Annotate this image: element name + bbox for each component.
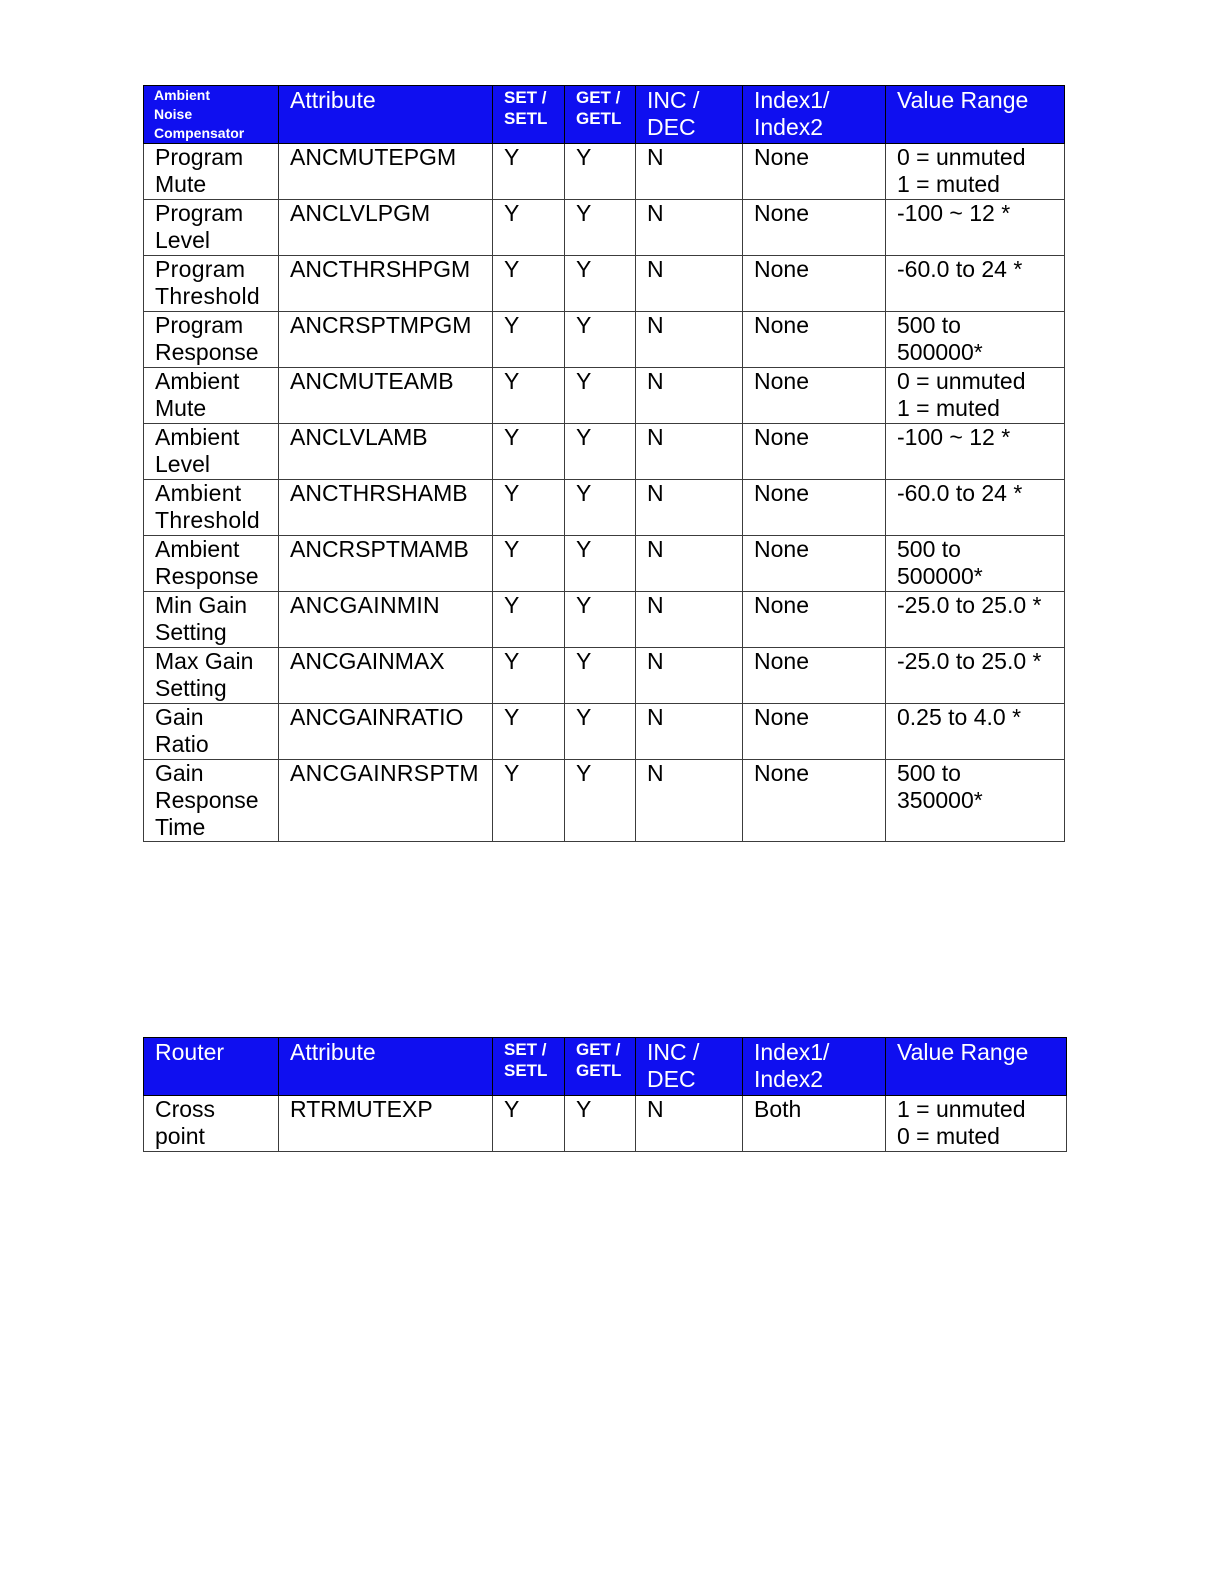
cell-line: Program (155, 312, 244, 338)
cell-set: Y (493, 200, 565, 256)
cell-get: Y (565, 200, 636, 256)
anc-header-row (144, 86, 1065, 144)
cell-line: 500 to (897, 536, 961, 562)
cell-line: Program (155, 144, 244, 170)
cell-index: Both (743, 1096, 886, 1152)
header-ambient-noise-compensator (144, 86, 279, 144)
cell-get: Y (565, 312, 636, 368)
cell-get: Y (565, 648, 636, 704)
cell-line: Program (155, 200, 244, 226)
header-line: Index2 (754, 114, 824, 140)
cell-incdec: N (636, 1096, 743, 1152)
cell-set: Y (493, 424, 565, 480)
cell-range (886, 480, 1065, 536)
cell-line: Response (155, 787, 259, 813)
cell-get: Y (565, 144, 636, 200)
header-line: Compensator (154, 125, 245, 141)
cell-name (144, 536, 279, 592)
cell-line: -25.0 to 25.0 * (897, 648, 1042, 674)
cell-name (144, 1096, 279, 1152)
cell-incdec: N (636, 648, 743, 704)
cell-line: 500 to (897, 312, 961, 338)
cell-line: Cross (155, 1096, 216, 1122)
cell-incdec: N (636, 480, 743, 536)
cell-line: Response (155, 339, 259, 365)
cell-line: Ratio (155, 731, 209, 757)
cell-set: Y (493, 648, 565, 704)
cell-set: Y (493, 480, 565, 536)
cell-line: 350000* (897, 787, 983, 813)
cell-set: Y (493, 760, 565, 842)
header-line: GET / (576, 1040, 621, 1059)
cell-index: None (743, 760, 886, 842)
cell-incdec: N (636, 144, 743, 200)
header-set-setl (493, 86, 565, 144)
cell-attribute: ANCGAINMIN (279, 592, 493, 648)
cell-name (144, 256, 279, 312)
header-attribute: Attribute (279, 1038, 493, 1096)
cell-index: None (743, 536, 886, 592)
cell-index: None (743, 368, 886, 424)
cell-get: Y (565, 536, 636, 592)
table-row (144, 200, 1065, 256)
cell-index: None (743, 256, 886, 312)
header-line: INC / (647, 87, 700, 113)
cell-range (886, 592, 1065, 648)
cell-line: 0.25 to 4.0 * (897, 704, 1022, 730)
cell-line: 1 = muted (897, 171, 1000, 197)
table-row (144, 536, 1065, 592)
cell-name (144, 144, 279, 200)
cell-line: Gain (155, 704, 204, 730)
cell-line: -60.0 to 24 * (897, 256, 1023, 282)
cell-set: Y (493, 536, 565, 592)
cell-index: None (743, 144, 886, 200)
cell-name (144, 312, 279, 368)
cell-attribute: ANCRSPTMPGM (279, 312, 493, 368)
cell-range (886, 200, 1065, 256)
cell-incdec: N (636, 424, 743, 480)
cell-range (886, 256, 1065, 312)
header-index (743, 86, 886, 144)
cell-line: Max Gain (155, 648, 254, 674)
header-line: GET / (576, 88, 621, 107)
cell-range (886, 648, 1065, 704)
header-line: SETL (504, 109, 548, 128)
cell-line: Setting (155, 675, 227, 701)
cell-incdec: N (636, 312, 743, 368)
cell-index: None (743, 592, 886, 648)
cell-line: Ambient (155, 368, 240, 394)
cell-index: None (743, 480, 886, 536)
table-row (144, 144, 1065, 200)
cell-attribute: ANCGAINMAX (279, 648, 493, 704)
table-row (144, 648, 1065, 704)
cell-attribute: ANCGAINRSPTM (279, 760, 493, 842)
cell-incdec: N (636, 704, 743, 760)
header-line: Index1/ (754, 87, 830, 113)
cell-line: -100 ~ 12 * (897, 424, 1011, 450)
cell-range (886, 536, 1065, 592)
header-value-range: Value Range (886, 1038, 1067, 1096)
cell-set: Y (493, 1096, 565, 1152)
header-attribute: Attribute (279, 86, 493, 144)
cell-line: point (155, 1123, 205, 1149)
cell-set: Y (493, 144, 565, 200)
cell-index: None (743, 312, 886, 368)
cell-attribute: ANCLVLAMB (279, 424, 493, 480)
header-line: SETL (504, 1061, 548, 1080)
header-line: GETL (576, 1061, 622, 1080)
cell-attribute: ANCMUTEPGM (279, 144, 493, 200)
cell-range (886, 424, 1065, 480)
cell-line: Time (155, 814, 206, 840)
table-row (144, 760, 1065, 842)
cell-get: Y (565, 592, 636, 648)
cell-line: Mute (155, 395, 207, 421)
table-row (144, 480, 1065, 536)
cell-incdec: N (636, 760, 743, 842)
header-set-setl (493, 1038, 565, 1096)
cell-set: Y (493, 592, 565, 648)
header-line: DEC (647, 114, 696, 140)
cell-attribute: ANCLVLPGM (279, 200, 493, 256)
cell-get: Y (565, 704, 636, 760)
table-row (144, 424, 1065, 480)
header-line: SET / (504, 88, 547, 107)
header-router: Router (144, 1038, 279, 1096)
cell-line: Setting (155, 619, 227, 645)
cell-name (144, 704, 279, 760)
router-header-row (144, 1038, 1067, 1096)
header-line: INC / (647, 1039, 700, 1065)
cell-attribute: ANCGAINRATIO (279, 704, 493, 760)
cell-line: Program (155, 256, 246, 282)
cell-range (886, 1096, 1067, 1152)
cell-line: 1 = muted (897, 395, 1000, 421)
cell-name (144, 424, 279, 480)
header-line: Ambient (154, 87, 210, 103)
cell-index: None (743, 200, 886, 256)
cell-line: -25.0 to 25.0 * (897, 592, 1042, 618)
cell-set: Y (493, 312, 565, 368)
cell-name (144, 368, 279, 424)
cell-line: Mute (155, 171, 207, 197)
cell-line: Response (155, 563, 259, 589)
cell-get: Y (565, 256, 636, 312)
cell-attribute: ANCTHRSHPGM (279, 256, 493, 312)
cell-range (886, 704, 1065, 760)
table-row (144, 312, 1065, 368)
cell-incdec: N (636, 536, 743, 592)
cell-range (886, 144, 1065, 200)
cell-line: -60.0 to 24 * (897, 480, 1023, 506)
cell-line: Min Gain (155, 592, 248, 618)
cell-name (144, 480, 279, 536)
cell-name (144, 200, 279, 256)
cell-attribute: ANCMUTEAMB (279, 368, 493, 424)
cell-line: Ambient (155, 536, 240, 562)
table-row (144, 256, 1065, 312)
cell-line: Ambient (155, 424, 240, 450)
table-row (144, 368, 1065, 424)
cell-line: 500 to (897, 760, 961, 786)
cell-set: Y (493, 704, 565, 760)
cell-range (886, 312, 1065, 368)
cell-line: 500000* (897, 563, 983, 589)
cell-line: Ambient (155, 480, 242, 506)
cell-line: Level (155, 451, 210, 477)
cell-set: Y (493, 368, 565, 424)
table-row (144, 1096, 1067, 1152)
cell-incdec: N (636, 200, 743, 256)
cell-line: Threshold (155, 507, 260, 533)
cell-get: Y (565, 368, 636, 424)
header-inc-dec (636, 86, 743, 144)
cell-incdec: N (636, 592, 743, 648)
header-line: Index2 (754, 1066, 824, 1092)
header-get-getl (565, 86, 636, 144)
cell-set: Y (493, 256, 565, 312)
cell-index: None (743, 704, 886, 760)
router-attribute-table (143, 1037, 1067, 1152)
cell-get: Y (565, 424, 636, 480)
cell-line: 500000* (897, 339, 983, 365)
cell-index: None (743, 648, 886, 704)
cell-name (144, 648, 279, 704)
cell-get: Y (565, 1096, 636, 1152)
header-index (743, 1038, 886, 1096)
cell-line: 1 = unmuted (897, 1096, 1026, 1122)
cell-attribute: ANCTHRSHAMB (279, 480, 493, 536)
cell-line: 0 = muted (897, 1123, 1000, 1149)
cell-line: Gain (155, 760, 204, 786)
anc-attribute-table (143, 85, 1065, 842)
header-line: Index1/ (754, 1039, 830, 1065)
header-line: DEC (647, 1066, 696, 1092)
cell-name (144, 760, 279, 842)
cell-line: 0 = unmuted (897, 368, 1026, 394)
cell-range (886, 368, 1065, 424)
header-inc-dec (636, 1038, 743, 1096)
cell-line: Threshold (155, 283, 260, 309)
cell-index: None (743, 424, 886, 480)
table-row (144, 704, 1065, 760)
header-line: Noise (154, 106, 193, 122)
table-row (144, 592, 1065, 648)
cell-line: Level (155, 227, 210, 253)
cell-name (144, 592, 279, 648)
cell-incdec: N (636, 368, 743, 424)
header-get-getl (565, 1038, 636, 1096)
cell-line: -100 ~ 12 * (897, 200, 1011, 226)
cell-get: Y (565, 480, 636, 536)
header-line: GETL (576, 109, 622, 128)
header-line: SET / (504, 1040, 547, 1059)
cell-range (886, 760, 1065, 842)
cell-attribute: RTRMUTEXP (279, 1096, 493, 1152)
cell-attribute: ANCRSPTMAMB (279, 536, 493, 592)
cell-incdec: N (636, 256, 743, 312)
header-value-range: Value Range (886, 86, 1065, 144)
cell-get: Y (565, 760, 636, 842)
cell-line: 0 = unmuted (897, 144, 1026, 170)
